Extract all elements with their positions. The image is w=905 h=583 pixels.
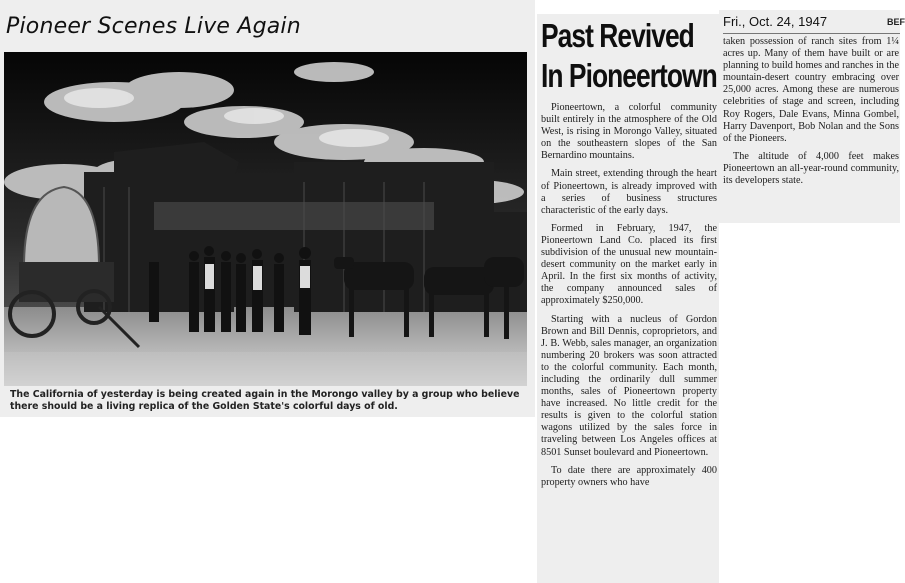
headline-line-1: Past Revived	[541, 17, 694, 54]
article-paragraph: Starting with a nucleus of Gordon Brown and Bill Dennis, coproprietors, and J. B. Webb, sales manager, an organization numbering 20 brokers was soon attracted to the colorful community. Each month, including the ordinarily dull summer months, sales of Pioneertown property have increased. No little credit for the results is given to the colorful station wagons utilized by the sales force in traveling between Los Angeles offices at 8501 Sunset boulevard and Pioneertown.	[541, 313, 717, 458]
pioneertown-photo	[4, 52, 527, 386]
photo-illustration	[4, 52, 527, 386]
continued-body	[723, 36, 899, 193]
dateline: Fri., Oct. 24, 1947	[723, 14, 828, 29]
masthead-row	[723, 14, 903, 32]
continued-paragraph: The altitude of 4,000 feet makes Pioneertown an all-year-round community, its developers state.	[723, 150, 899, 187]
page-marker: BEF	[887, 17, 905, 27]
headline-line-2: In Pioneertown	[541, 57, 717, 94]
article-body	[541, 102, 717, 495]
photo-caption: The California of yesterday is being created again in the Morongo valley by a group who believe there should be a living replica of the Golden State's colorful days of old.	[10, 389, 520, 412]
photo-headline: Pioneer Scenes Live Again	[6, 14, 301, 39]
continued-column	[719, 10, 905, 223]
article-column	[537, 14, 719, 583]
continued-paragraph: taken possession of ranch sites from 1¼ acres up. Many of them have built or are planning to build homes and ranches in the mountain-desert country embracing over 25,000 acres. Among these are numerous celebrities of stage and screen, including Roy Rogers, Dale Evans, Minna Gombel, Harry Davenport, Bob Nolan and the Sons of the Pioneers.	[723, 36, 899, 144]
article-paragraph: To date there are approximately 400 property owners who have	[541, 464, 717, 488]
article-paragraph: Formed in February, 1947, the Pioneertown Land Co. placed its first subdivision of the unusual new mountain-desert community on the market early in April. In the first six months of activity, the company announced sales of approximately $250,000.	[541, 222, 717, 307]
article-headline	[541, 16, 717, 96]
masthead-rule	[723, 33, 900, 34]
photo-feature	[0, 0, 535, 417]
article-paragraph: Pioneertown, a colorful community built entirely in the atmosphere of the Old West, is rising in Morongo Valley, situated on the southeastern slopes of the San Bernardino mountains.	[541, 102, 717, 162]
article-paragraph: Main street, extending through the heart of Pioneertown, is already improved with a series of business structures characteristic of the early days.	[541, 168, 717, 216]
